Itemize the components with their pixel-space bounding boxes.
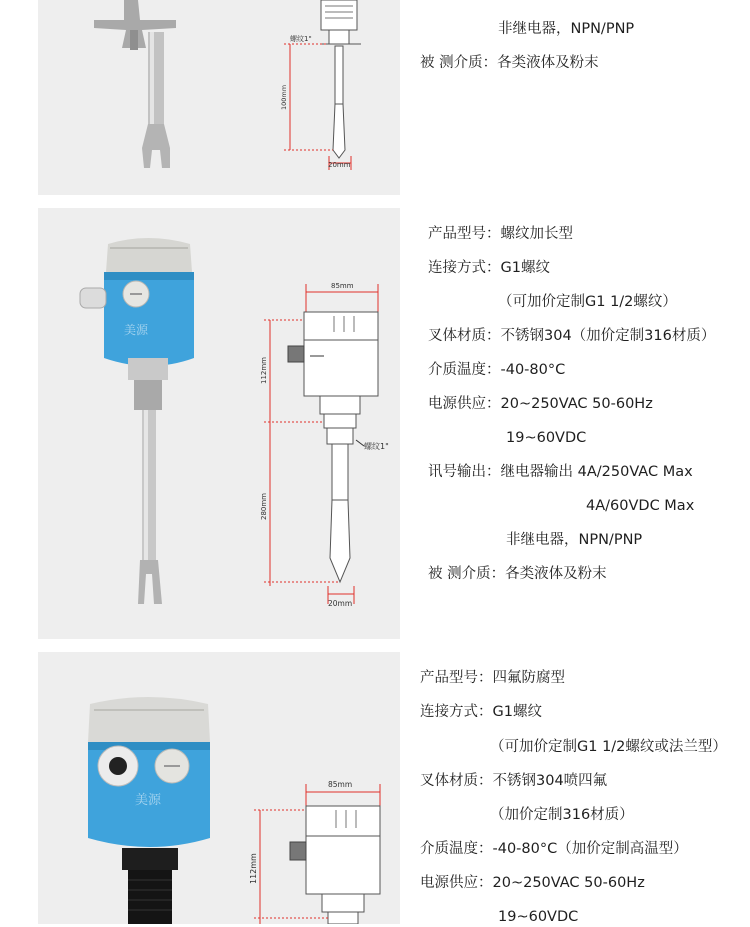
spec-label: 被 测介质： [428,566,506,582]
product-figure-2 [38,208,400,639]
spec-label: 产品型号： [428,226,501,242]
drawing-top-width-2: 85mm [331,282,354,290]
drawing-thread-label-1: 螺纹1" [290,35,312,43]
spec-line-2-7 [506,428,586,448]
spec-value: 螺纹加长型 [500,226,573,242]
spec-value: -40-80°C [500,362,566,378]
spec-label: 介质温度： [428,362,501,378]
product-figure-1 [38,0,400,195]
spec-label: 讯号输出： [428,464,501,480]
spec-line-3-3 [490,737,727,757]
spec-value: 非继电器，NPN/PNP [506,532,643,548]
spec-line-3-1 [420,668,565,688]
spec-line-3-2 [420,702,542,722]
spec-value: 各类液体及粉末 [505,566,607,582]
spec-line-2-11 [428,564,607,584]
spec-label: 叉体材质： [420,773,493,789]
product-image-panel-3 [38,652,400,924]
spec-value: 4A/60VDC Max [586,498,695,514]
spec-label: 产品型号： [420,670,493,686]
spec-line-2-6 [428,394,653,414]
drawing-length-label-1: 100mm [280,84,288,110]
spec-value: 非继电器，NPN/PNP [498,21,635,37]
spec-value: 各类液体及粉末 [497,55,599,71]
spec-value: 不锈钢304喷四氟 [492,773,608,789]
spec-line-2-1 [428,224,573,244]
spec-line-3-7 [420,873,645,893]
spec-label: 连接方式： [428,260,501,276]
drawing-head-height-3: 112mm [249,853,258,884]
spec-value: -40-80°C（加价定制高温型） [492,841,688,857]
product-image-panel-2 [38,208,400,639]
spec-line-2-8 [428,462,693,482]
spec-line-2-10 [506,530,642,550]
drawing-head-height-2: 112mm [260,357,268,384]
spec-value: G1螺纹 [500,260,550,276]
drawing-top-width-3: 85mm [328,780,353,789]
spec-line-2-4 [428,326,715,346]
spec-value: 继电器输出 4A/250VAC Max [500,464,693,480]
spec-label: 被 测介质： [420,55,498,71]
watermark-2: 美源 [123,323,149,337]
spec-value: （可加价定制G1 1/2螺纹） [498,294,677,310]
spec-value: 19~60VDC [506,430,587,446]
spec-line-2-2 [428,258,550,278]
spec-value: 20~250VAC 50-60Hz [500,396,653,412]
watermark-3: 美源 [134,793,162,808]
spec-label: 介质温度： [420,841,493,857]
spec-value: 不锈钢304（加价定制316材质） [500,328,716,344]
spec-line-3-5 [490,805,634,825]
spec-line-2-5 [428,360,565,380]
product-image-panel-1 [38,0,400,195]
drawing-width-2: 20mm [328,599,353,608]
spec-value: （可加价定制G1 1/2螺纹或法兰型） [490,739,727,755]
spec-label: 连接方式： [420,704,493,720]
drawing-thread-2: 螺纹1" [364,442,389,451]
spec-value: 19~60VDC [498,909,579,925]
product-figure-3 [38,652,400,924]
spec-line-3-4 [420,771,607,791]
spec-value: G1螺纹 [492,704,542,720]
spec-label: 电源供应： [420,875,493,891]
spec-label: 叉体材质： [428,328,501,344]
drawing-width-label-1: 20mm [328,161,351,169]
spec-line-1-1 [498,19,634,39]
spec-line-3-6 [420,839,688,859]
spec-value: 四氟防腐型 [492,670,565,686]
spec-value: 20~250VAC 50-60Hz [492,875,645,891]
spec-label: 电源供应： [428,396,501,412]
spec-line-2-9 [586,496,694,516]
spec-line-1-2 [420,53,599,73]
drawing-length-2: 280mm [260,493,268,520]
spec-line-2-3 [498,292,677,312]
spec-value: （加价定制316材质） [490,807,634,823]
spec-line-3-8 [498,907,578,927]
